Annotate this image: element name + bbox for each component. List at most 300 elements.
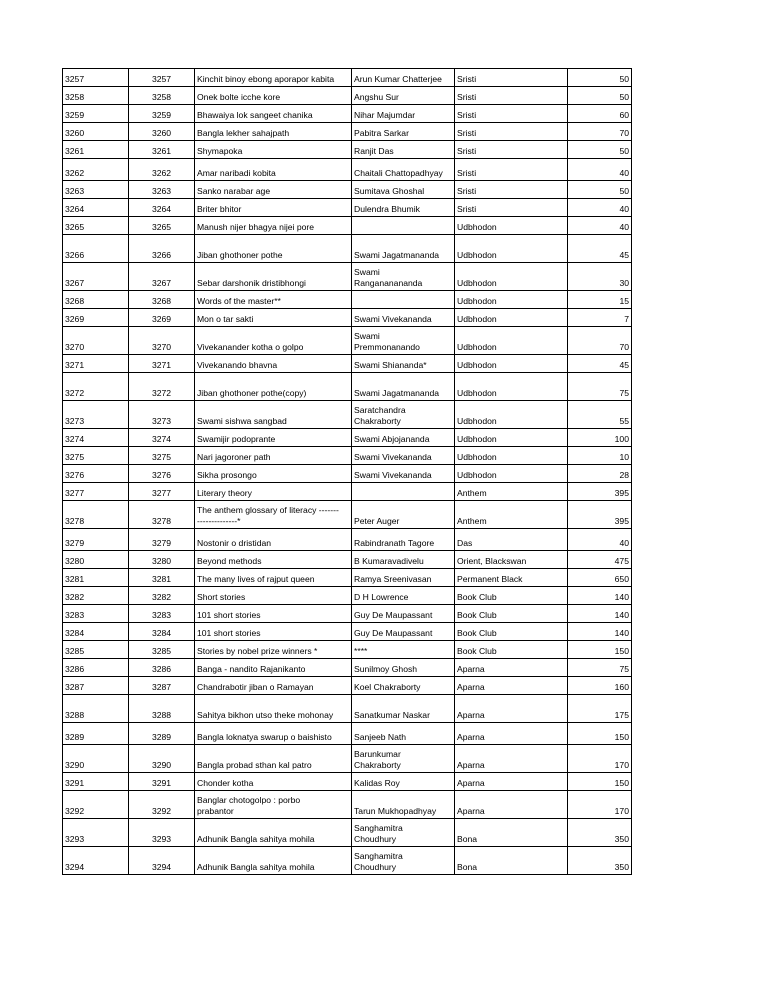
catalog-sheet — [62, 68, 632, 875]
author-text: Sumitava Ghoshal — [354, 186, 425, 196]
publisher-text: Anthem — [457, 516, 487, 526]
table-row — [63, 791, 632, 819]
serial-number-cell — [63, 465, 129, 483]
title-cell — [195, 159, 352, 181]
author-cell — [352, 659, 455, 677]
price-text: 170 — [614, 806, 629, 816]
title-text: The many lives of rajput queen — [197, 574, 315, 584]
serial-number-cell — [63, 819, 129, 847]
serial-number-cell — [63, 217, 129, 235]
publisher-text: Udbhodon — [457, 388, 497, 398]
accession-number-cell — [129, 401, 195, 429]
accession-number-text: 3260 — [151, 128, 172, 138]
price-cell — [568, 141, 632, 159]
title-text: Adhunik Bangla sahitya mohila — [197, 834, 315, 844]
accession-number-cell — [129, 159, 195, 181]
price-text: 350 — [614, 834, 629, 844]
title-cell — [195, 355, 352, 373]
table-row — [63, 291, 632, 309]
title-text: Sahitya bikhon utso theke mohonay — [197, 710, 334, 720]
price-text: 140 — [614, 628, 629, 638]
title-cell — [195, 401, 352, 429]
author-cell — [352, 309, 455, 327]
title-cell — [195, 847, 352, 875]
serial-number-cell — [63, 327, 129, 355]
serial-number-text: 3269 — [65, 314, 85, 324]
author-text: Rabindranath Tagore — [354, 538, 435, 548]
serial-number-text: 3278 — [65, 516, 85, 526]
accession-number-cell — [129, 355, 195, 373]
publisher-text: Book Club — [457, 610, 497, 620]
accession-number-cell — [129, 465, 195, 483]
author-text: Swami Shiananda* — [354, 360, 427, 370]
publisher-cell — [455, 623, 568, 641]
title-text: Adhunik Bangla sahitya mohila — [197, 862, 315, 872]
author-cell — [352, 105, 455, 123]
author-cell — [352, 263, 455, 291]
price-cell — [568, 291, 632, 309]
publisher-text: Sristi — [457, 204, 477, 214]
price-cell — [568, 401, 632, 429]
author-cell — [352, 623, 455, 641]
price-cell — [568, 623, 632, 641]
publisher-text: Udbhodon — [457, 434, 497, 444]
accession-number-cell — [129, 327, 195, 355]
price-cell — [568, 465, 632, 483]
serial-number-text: 3260 — [65, 128, 85, 138]
table-row — [63, 429, 632, 447]
serial-number-cell — [63, 309, 129, 327]
serial-number-cell — [63, 551, 129, 569]
publisher-cell — [455, 327, 568, 355]
accession-number-text: 3282 — [151, 592, 172, 602]
accession-number-text: 3294 — [151, 862, 172, 872]
author-cell — [352, 291, 455, 309]
accession-number-cell — [129, 69, 195, 87]
table-row — [63, 159, 632, 181]
accession-number-cell — [129, 641, 195, 659]
publisher-text: Book Club — [457, 628, 497, 638]
title-cell — [195, 141, 352, 159]
publisher-cell — [455, 551, 568, 569]
serial-number-text: 3268 — [65, 296, 85, 306]
serial-number-text: 3289 — [65, 732, 85, 742]
author-text: Sanatkumar Naskar — [354, 710, 430, 720]
serial-number-text: 3283 — [65, 610, 85, 620]
author-cell — [352, 181, 455, 199]
price-text: 60 — [619, 110, 629, 120]
publisher-cell — [455, 465, 568, 483]
author-cell — [352, 605, 455, 623]
publisher-cell — [455, 199, 568, 217]
table-row — [63, 483, 632, 501]
title-text: Bangla lekher sahajpath — [197, 128, 290, 138]
price-text: 15 — [619, 296, 629, 306]
serial-number-cell — [63, 373, 129, 401]
serial-number-cell — [63, 569, 129, 587]
price-cell — [568, 501, 632, 529]
title-cell — [195, 483, 352, 501]
accession-number-text: 3293 — [151, 834, 172, 844]
title-cell — [195, 569, 352, 587]
publisher-cell — [455, 587, 568, 605]
accession-number-cell — [129, 309, 195, 327]
serial-number-cell — [63, 677, 129, 695]
accession-number-text: 3277 — [151, 488, 172, 498]
serial-number-cell — [63, 723, 129, 745]
accession-number-text: 3259 — [151, 110, 172, 120]
serial-number-cell — [63, 501, 129, 529]
title-cell — [195, 745, 352, 773]
accession-number-text: 3276 — [151, 470, 172, 480]
serial-number-cell — [63, 641, 129, 659]
publisher-text: Sristi — [457, 128, 477, 138]
publisher-text: Sristi — [457, 110, 477, 120]
serial-number-text: 3264 — [65, 204, 85, 214]
publisher-cell — [455, 695, 568, 723]
publisher-cell — [455, 159, 568, 181]
title-text: Banga - nandito Rajanikanto — [197, 664, 306, 674]
table-row — [63, 123, 632, 141]
publisher-cell — [455, 263, 568, 291]
accession-number-cell — [129, 587, 195, 605]
accession-number-cell — [129, 429, 195, 447]
author-text: Swami Jagatmananda — [354, 388, 440, 398]
author-cell — [352, 847, 455, 875]
serial-number-text: 3284 — [65, 628, 85, 638]
publisher-text: Udbhodon — [457, 342, 497, 352]
author-text: Saratchandra Chakraborty — [354, 405, 406, 426]
accession-number-cell — [129, 623, 195, 641]
price-text: 50 — [619, 186, 629, 196]
accession-number-text: 3284 — [151, 628, 172, 638]
author-cell — [352, 723, 455, 745]
serial-number-text: 3263 — [65, 186, 85, 196]
price-cell — [568, 483, 632, 501]
publisher-cell — [455, 483, 568, 501]
publisher-cell — [455, 501, 568, 529]
accession-number-text: 3279 — [151, 538, 172, 548]
title-text: Literary theory — [197, 488, 252, 498]
price-text: 100 — [614, 434, 629, 444]
serial-number-cell — [63, 87, 129, 105]
author-cell — [352, 159, 455, 181]
table-row — [63, 199, 632, 217]
accession-number-text: 3275 — [151, 452, 172, 462]
publisher-text: Udbhodon — [457, 314, 497, 324]
publisher-text: Udbhodon — [457, 296, 497, 306]
table-row — [63, 745, 632, 773]
publisher-text: Aparna — [457, 760, 485, 770]
title-cell — [195, 123, 352, 141]
serial-number-text: 3282 — [65, 592, 85, 602]
title-cell — [195, 263, 352, 291]
publisher-text: Udbhodon — [457, 278, 497, 288]
serial-number-cell — [63, 69, 129, 87]
title-cell — [195, 773, 352, 791]
publisher-text: Permanent Black — [457, 574, 523, 584]
accession-number-text: 3272 — [151, 388, 172, 398]
accession-number-text: 3268 — [151, 296, 172, 306]
title-cell — [195, 529, 352, 551]
title-text: The anthem glossary of literacy ------- --------------* — [197, 505, 339, 526]
accession-number-text: 3290 — [151, 760, 172, 770]
title-cell — [195, 695, 352, 723]
price-text: 160 — [614, 682, 629, 692]
price-cell — [568, 87, 632, 105]
title-text: Swami sishwa sangbad — [197, 416, 287, 426]
title-cell — [195, 623, 352, 641]
accession-number-text: 3283 — [151, 610, 172, 620]
author-cell — [352, 501, 455, 529]
serial-number-text: 3271 — [65, 360, 85, 370]
table-row — [63, 551, 632, 569]
author-text: Barunkumar Chakraborty — [354, 749, 401, 770]
accession-number-text: 3288 — [151, 710, 172, 720]
title-text: Sebar darshonik dristibhongi — [197, 278, 306, 288]
table-row — [63, 465, 632, 483]
accession-number-text: 3264 — [151, 204, 172, 214]
price-cell — [568, 159, 632, 181]
table-row — [63, 263, 632, 291]
title-cell — [195, 87, 352, 105]
price-text: 40 — [619, 204, 629, 214]
table-row — [63, 181, 632, 199]
serial-number-cell — [63, 847, 129, 875]
author-cell — [352, 355, 455, 373]
serial-number-text: 3275 — [65, 452, 85, 462]
serial-number-cell — [63, 791, 129, 819]
serial-number-text: 3258 — [65, 92, 85, 102]
table-row — [63, 819, 632, 847]
price-text: 50 — [619, 146, 629, 156]
serial-number-cell — [63, 235, 129, 263]
serial-number-text: 3286 — [65, 664, 85, 674]
author-text: **** — [354, 646, 368, 656]
book-table — [62, 68, 632, 875]
price-text: 45 — [619, 360, 629, 370]
accession-number-cell — [129, 677, 195, 695]
publisher-cell — [455, 141, 568, 159]
serial-number-text: 3294 — [65, 862, 85, 872]
price-cell — [568, 355, 632, 373]
price-text: 475 — [614, 556, 629, 566]
table-row — [63, 355, 632, 373]
publisher-cell — [455, 791, 568, 819]
serial-number-text: 3280 — [65, 556, 85, 566]
price-text: 45 — [619, 250, 629, 260]
title-text: Beyond methods — [197, 556, 262, 566]
serial-number-cell — [63, 695, 129, 723]
serial-number-cell — [63, 141, 129, 159]
publisher-text: Sristi — [457, 92, 477, 102]
accession-number-text: 3287 — [151, 682, 172, 692]
price-text: 7 — [624, 314, 629, 324]
serial-number-text: 3262 — [65, 168, 85, 178]
serial-number-text: 3291 — [65, 778, 85, 788]
serial-number-text: 3266 — [65, 250, 85, 260]
accession-number-cell — [129, 605, 195, 623]
author-text: Peter Auger — [354, 516, 400, 526]
title-text: Shymapoka — [197, 146, 243, 156]
title-cell — [195, 605, 352, 623]
serial-number-text: 3267 — [65, 278, 85, 288]
publisher-text: Udbhodon — [457, 416, 497, 426]
price-text: 50 — [619, 92, 629, 102]
accession-number-cell — [129, 181, 195, 199]
title-cell — [195, 181, 352, 199]
publisher-text: Book Club — [457, 592, 497, 602]
price-text: 650 — [614, 574, 629, 584]
serial-number-text: 3272 — [65, 388, 85, 398]
title-text: Vivekanander kotha o golpo — [197, 342, 304, 352]
author-cell — [352, 401, 455, 429]
author-text: Pabitra Sarkar — [354, 128, 409, 138]
title-text: 101 short stories — [197, 610, 261, 620]
author-text: Swami Vivekananda — [354, 452, 432, 462]
title-text: 101 short stories — [197, 628, 261, 638]
title-text: Short stories — [197, 592, 246, 602]
price-text: 75 — [619, 388, 629, 398]
title-text: Sanko narabar age — [197, 186, 271, 196]
publisher-cell — [455, 429, 568, 447]
table-row — [63, 235, 632, 263]
author-text: Angshu Sur — [354, 92, 399, 102]
price-cell — [568, 263, 632, 291]
publisher-text: Udbhodon — [457, 452, 497, 462]
serial-number-cell — [63, 773, 129, 791]
price-text: 55 — [619, 416, 629, 426]
title-text: Jiban ghothoner pothe — [197, 250, 283, 260]
accession-number-cell — [129, 483, 195, 501]
author-text: Swami Rangananananda — [354, 267, 423, 288]
title-cell — [195, 235, 352, 263]
accession-number-text: 3257 — [151, 74, 172, 84]
publisher-text: Das — [457, 538, 473, 548]
accession-number-text: 3291 — [151, 778, 172, 788]
accession-number-text: 3261 — [151, 146, 172, 156]
accession-number-cell — [129, 659, 195, 677]
serial-number-cell — [63, 447, 129, 465]
title-cell — [195, 429, 352, 447]
serial-number-text: 3290 — [65, 760, 85, 770]
author-cell — [352, 551, 455, 569]
author-text: Tarun Mukhopadhyay — [354, 806, 437, 816]
price-text: 150 — [614, 732, 629, 742]
publisher-text: Aparna — [457, 664, 485, 674]
author-cell — [352, 429, 455, 447]
price-cell — [568, 181, 632, 199]
author-text: Sunilmoy Ghosh — [354, 664, 418, 674]
publisher-cell — [455, 105, 568, 123]
price-cell — [568, 605, 632, 623]
price-text: 350 — [614, 862, 629, 872]
publisher-text: Sristi — [457, 168, 477, 178]
author-cell — [352, 373, 455, 401]
publisher-cell — [455, 659, 568, 677]
publisher-text: Sristi — [457, 186, 477, 196]
table-row — [63, 447, 632, 465]
table-row — [63, 529, 632, 551]
price-text: 150 — [614, 646, 629, 656]
accession-number-text: 3265 — [151, 222, 172, 232]
accession-number-text: 3263 — [151, 186, 172, 196]
title-text: Swamijir podoprante — [197, 434, 276, 444]
publisher-cell — [455, 569, 568, 587]
price-text: 28 — [619, 470, 629, 480]
table-row — [63, 141, 632, 159]
title-text: Chonder kotha — [197, 778, 254, 788]
serial-number-text: 3292 — [65, 806, 85, 816]
publisher-cell — [455, 355, 568, 373]
publisher-cell — [455, 447, 568, 465]
publisher-cell — [455, 181, 568, 199]
title-text: Amar naribadi kobita — [197, 168, 276, 178]
title-text: Bangla probad sthan kal patro — [197, 760, 312, 770]
price-cell — [568, 429, 632, 447]
serial-number-cell — [63, 745, 129, 773]
table-row — [63, 659, 632, 677]
price-text: 140 — [614, 592, 629, 602]
price-cell — [568, 327, 632, 355]
publisher-text: Bona — [457, 862, 478, 872]
accession-number-cell — [129, 217, 195, 235]
table-row — [63, 327, 632, 355]
title-cell — [195, 465, 352, 483]
table-row — [63, 217, 632, 235]
serial-number-cell — [63, 623, 129, 641]
title-cell — [195, 291, 352, 309]
accession-number-text: 3278 — [151, 516, 172, 526]
accession-number-cell — [129, 373, 195, 401]
price-cell — [568, 587, 632, 605]
title-cell — [195, 69, 352, 87]
serial-number-text: 3293 — [65, 834, 85, 844]
book-table-body — [63, 69, 632, 875]
title-text: Banglar chotogolpo : porbo prabantor — [197, 795, 301, 816]
title-cell — [195, 327, 352, 355]
title-cell — [195, 641, 352, 659]
table-row — [63, 69, 632, 87]
title-cell — [195, 659, 352, 677]
price-cell — [568, 847, 632, 875]
table-row — [63, 401, 632, 429]
title-cell — [195, 373, 352, 401]
price-text: 140 — [614, 610, 629, 620]
table-row — [63, 105, 632, 123]
accession-number-cell — [129, 551, 195, 569]
price-text: 30 — [619, 278, 629, 288]
serial-number-cell — [63, 199, 129, 217]
publisher-cell — [455, 641, 568, 659]
publisher-text: Udbhodon — [457, 250, 497, 260]
publisher-cell — [455, 87, 568, 105]
price-cell — [568, 447, 632, 465]
table-row — [63, 373, 632, 401]
price-text: 40 — [619, 538, 629, 548]
author-cell — [352, 465, 455, 483]
publisher-cell — [455, 745, 568, 773]
serial-number-text: 3281 — [65, 574, 85, 584]
publisher-text: Anthem — [457, 488, 487, 498]
accession-number-cell — [129, 291, 195, 309]
serial-number-cell — [63, 529, 129, 551]
serial-number-cell — [63, 401, 129, 429]
title-text: Briter bhitor — [197, 204, 242, 214]
serial-number-text: 3276 — [65, 470, 85, 480]
accession-number-cell — [129, 105, 195, 123]
price-text: 150 — [614, 778, 629, 788]
